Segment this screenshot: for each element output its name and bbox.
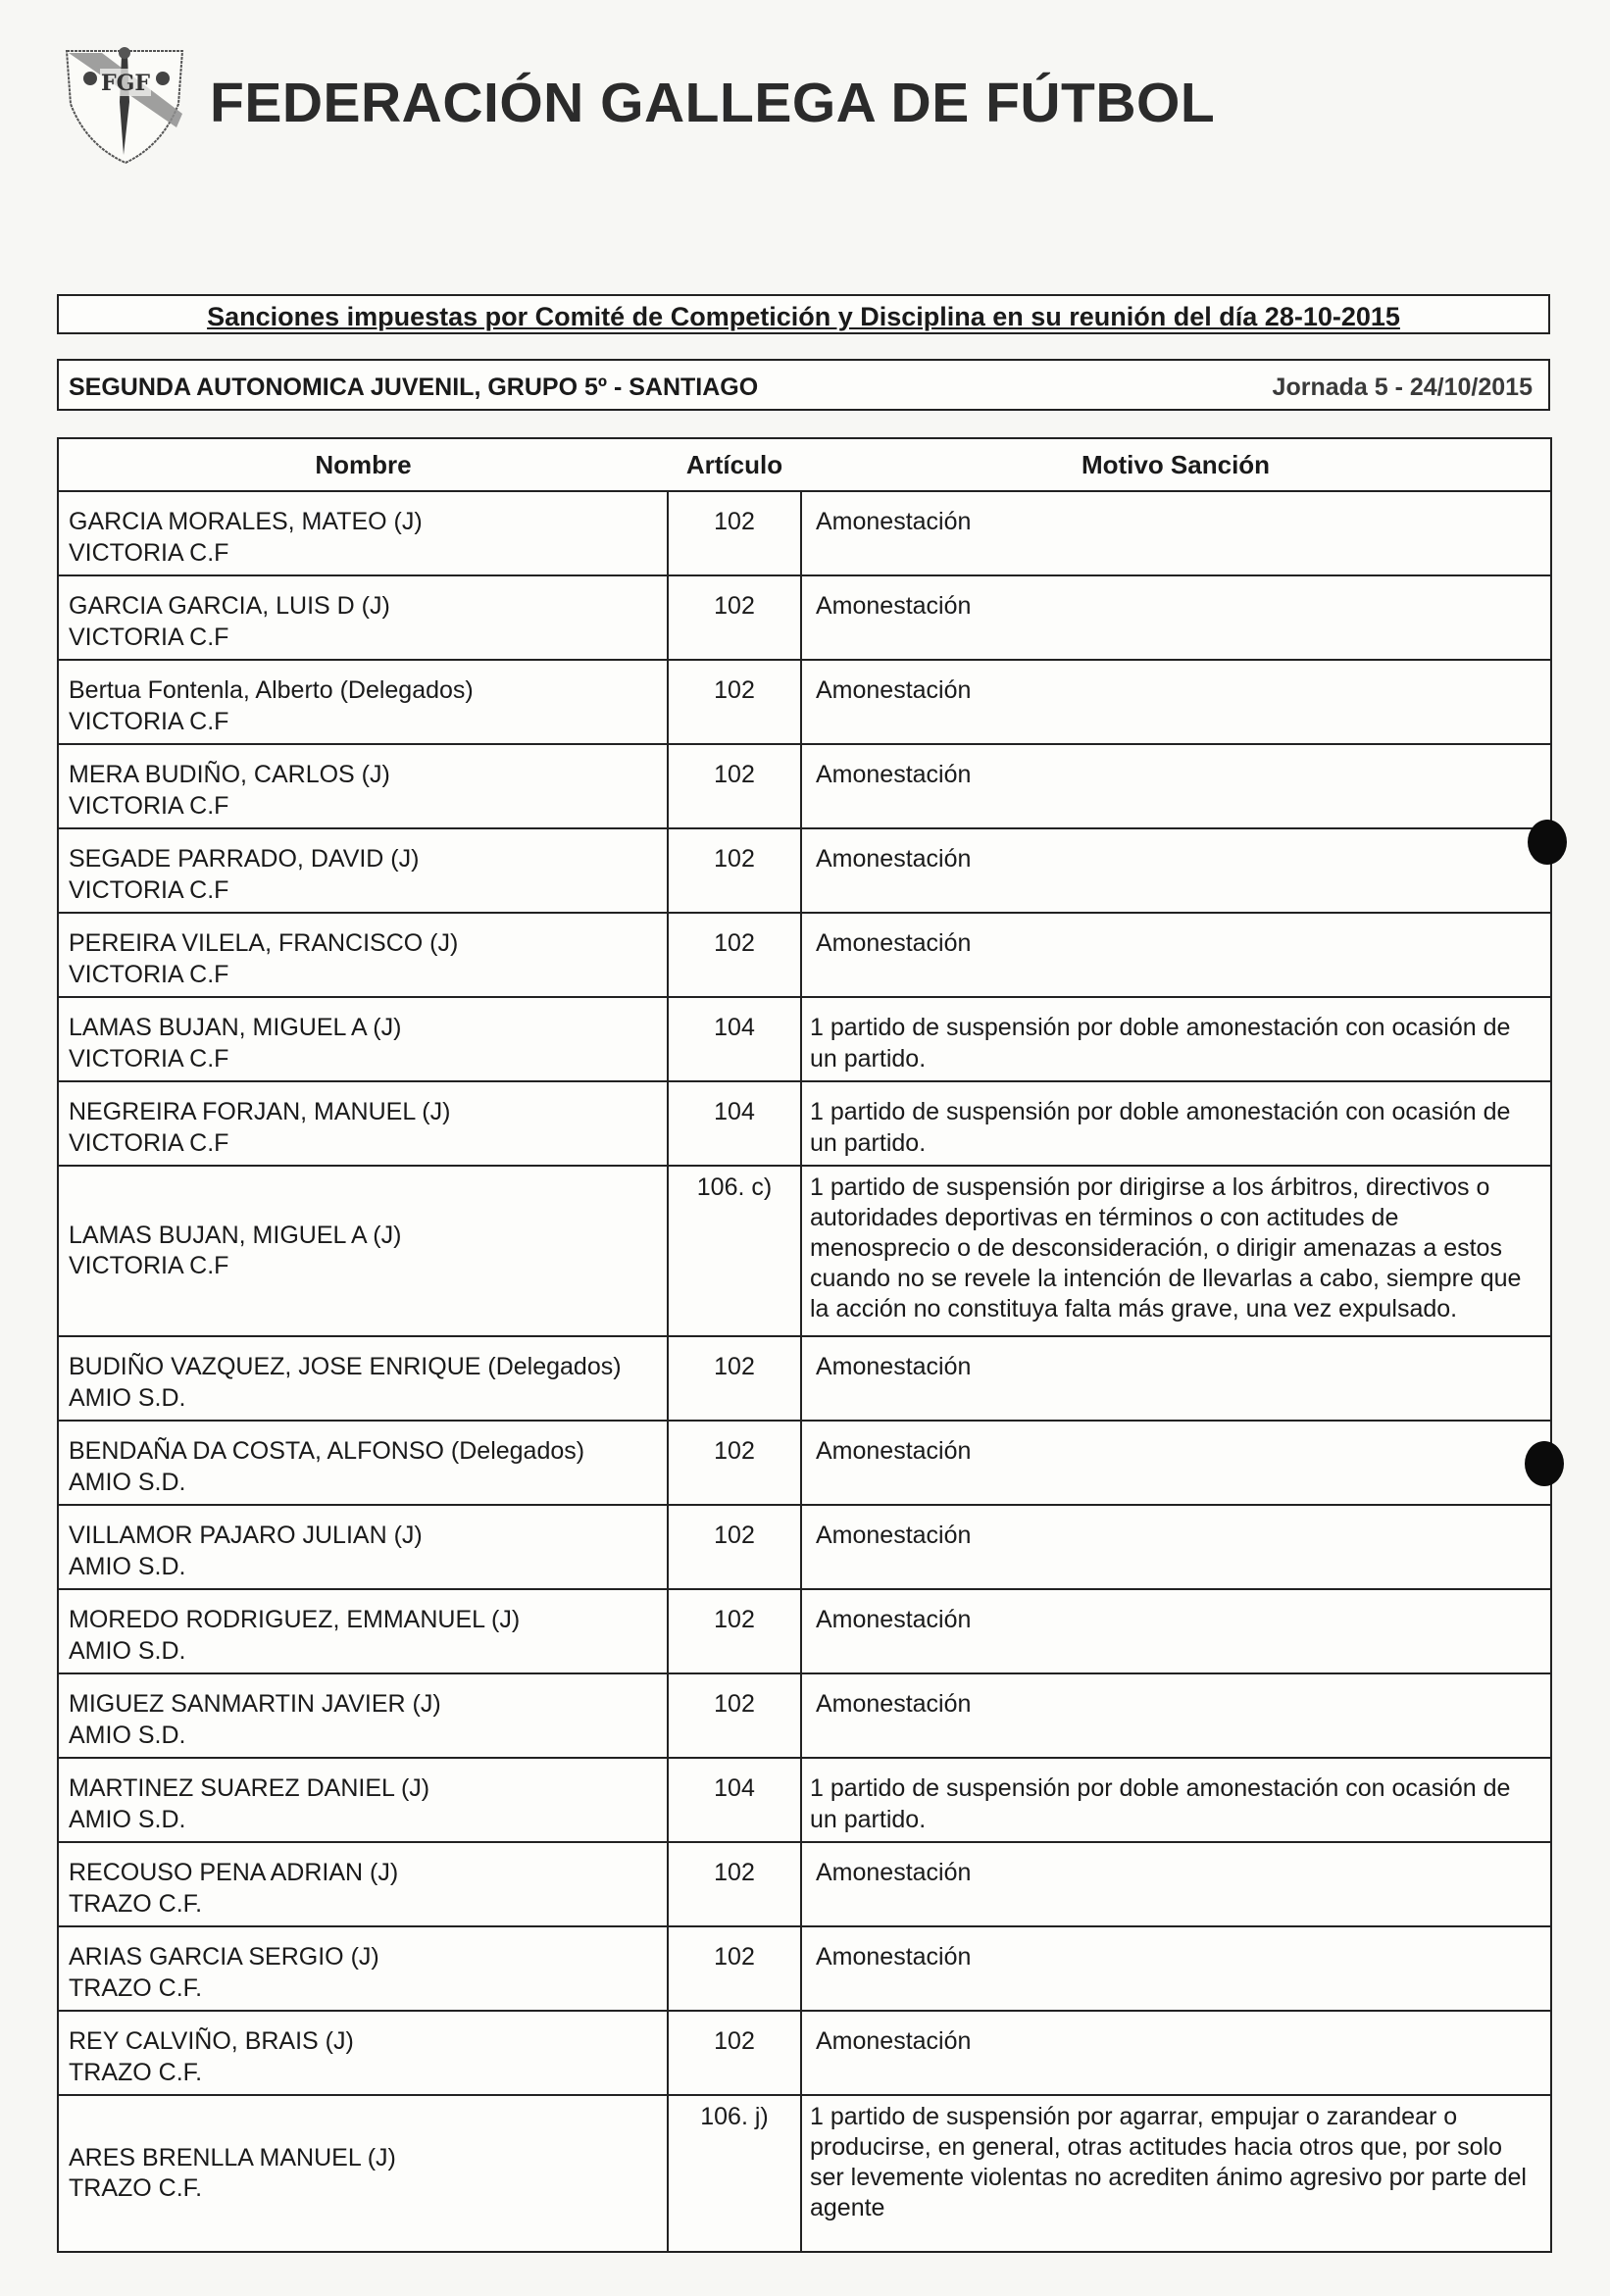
name-cell	[58, 575, 668, 660]
name-cell	[58, 1421, 668, 1505]
reason-cell	[801, 1166, 1551, 1336]
session-title: Sanciones impuestas por Comité de Competición y Disciplina en su reunión del día 28-10-2015	[207, 302, 1400, 331]
competition-name: SEGUNDA AUTONOMICA JUVENIL, GRUPO 5º - SANTIAGO	[69, 374, 759, 401]
reason-cell: Amonestación	[801, 1505, 1551, 1589]
article-cell: 104	[668, 997, 801, 1081]
player-name: MERA BUDIÑO, CARLOS (J)	[69, 761, 390, 788]
team-name: VICTORIA C.F	[69, 708, 229, 735]
table-row	[58, 1589, 1551, 1673]
article-cell: 102	[668, 1926, 801, 2011]
article-cell: 102	[668, 1505, 801, 1589]
article-cell: 106. j)	[668, 2095, 801, 2252]
reason-cell	[801, 997, 1551, 1081]
reason-text: 1 partido de suspensión por dirigirse a los árbitros, directivos o autoridades deportivas en términos o con actitudes de menosprecio o de desconsideración, o dirigir amenazas a estos cuando no se revele la intención de llevarlas a cabo, siempre que la acción no constituya falta más grave, una vez expulsado.	[810, 1173, 1522, 1323]
player-name: MARTINEZ SUAREZ DANIEL (J)	[69, 1774, 430, 1802]
name-cell	[58, 1842, 668, 1926]
reason-text: 1 partido de suspensión por agarrar, empujar o zarandear o producirse, en general, otras actitudes hacia otros que, por solo ser levemente violentas no acrediten ánimo agresivo por parte del agente	[810, 2103, 1527, 2221]
team-name: TRAZO C.F.	[69, 1890, 203, 1918]
player-name: Bertua Fontenla, Alberto (Delegados)	[69, 676, 474, 704]
team-name: VICTORIA C.F	[69, 1252, 229, 1279]
article-cell: 102	[668, 2011, 801, 2095]
table-row	[58, 913, 1551, 997]
team-name: VICTORIA C.F	[69, 961, 229, 988]
table-header-row	[58, 438, 1551, 491]
player-name: NEGREIRA FORJAN, MANUEL (J)	[69, 1098, 451, 1125]
reason-cell	[801, 1758, 1551, 1842]
name-cell	[58, 2011, 668, 2095]
matchday-label: Jornada 5 - 24/10/2015	[1272, 374, 1533, 401]
fgf-shield-logo-icon	[61, 43, 188, 165]
name-cell	[58, 1166, 668, 1336]
column-header-reason: Motivo Sanción	[801, 438, 1551, 491]
player-name: VILLAMOR PAJARO JULIAN (J)	[69, 1522, 423, 1549]
article-cell: 102	[668, 1421, 801, 1505]
player-name: MOREDO RODRIGUEZ, EMMANUEL (J)	[69, 1606, 521, 1633]
svg-text:FGF: FGF	[100, 71, 151, 96]
article-cell: 102	[668, 744, 801, 828]
article-cell: 102	[668, 660, 801, 744]
team-name: VICTORIA C.F	[69, 539, 229, 567]
article-cell: 102	[668, 1589, 801, 1673]
team-name: TRAZO C.F.	[69, 1974, 203, 2002]
team-name: VICTORIA C.F	[69, 792, 229, 820]
table-row	[58, 491, 1551, 575]
name-cell	[58, 660, 668, 744]
reason-cell	[801, 1081, 1551, 1166]
table-row	[58, 1758, 1551, 1842]
article-cell: 102	[668, 1673, 801, 1758]
column-header-article: Artículo	[668, 438, 801, 491]
player-name: RECOUSO PENA ADRIAN (J)	[69, 1859, 399, 1886]
table-row	[58, 1926, 1551, 2011]
table-row	[58, 2095, 1551, 2252]
name-cell	[58, 997, 668, 1081]
name-cell	[58, 1673, 668, 1758]
reason-cell: Amonestación	[801, 1589, 1551, 1673]
reason-cell: Amonestación	[801, 1926, 1551, 2011]
table-row	[58, 2011, 1551, 2095]
article-cell: 106. c)	[668, 1166, 801, 1336]
team-name: AMIO S.D.	[69, 1722, 186, 1749]
table-row	[58, 1673, 1551, 1758]
reason-cell: Amonestación	[801, 2011, 1551, 2095]
article-cell: 102	[668, 1336, 801, 1421]
table-row	[58, 575, 1551, 660]
table-row	[58, 1421, 1551, 1505]
player-name: LAMAS BUJAN, MIGUEL A (J)	[69, 1014, 402, 1041]
binder-hole-icon	[1525, 1441, 1564, 1486]
reason-cell: Amonestación	[801, 828, 1551, 913]
reason-cell: Amonestación	[801, 491, 1551, 575]
name-cell	[58, 1758, 668, 1842]
name-cell	[58, 828, 668, 913]
binder-hole-icon	[1528, 820, 1567, 865]
player-name: GARCIA MORALES, MATEO (J)	[69, 508, 423, 535]
team-name: TRAZO C.F.	[69, 2174, 203, 2202]
table-row	[58, 1505, 1551, 1589]
reason-text: 1 partido de suspensión por doble amonestación con ocasión de un partido.	[810, 1098, 1511, 1157]
article-cell: 104	[668, 1081, 801, 1166]
column-header-name: Nombre	[58, 438, 668, 491]
team-name: VICTORIA C.F	[69, 624, 229, 651]
table-row	[58, 1081, 1551, 1166]
reason-text: 1 partido de suspensión por doble amonestación con ocasión de un partido.	[810, 1774, 1511, 1833]
competition-box	[57, 359, 1550, 411]
reason-cell: Amonestación	[801, 1673, 1551, 1758]
reason-cell: Amonestación	[801, 1421, 1551, 1505]
team-name: AMIO S.D.	[69, 1637, 186, 1665]
organization-title: FEDERACIÓN GALLEGA DE FÚTBOL	[210, 72, 1216, 134]
table-row	[58, 828, 1551, 913]
team-name: AMIO S.D.	[69, 1469, 186, 1496]
table-row	[58, 660, 1551, 744]
player-name: GARCIA GARCIA, LUIS D (J)	[69, 592, 390, 620]
name-cell	[58, 1336, 668, 1421]
reason-text: 1 partido de suspensión por doble amonestación con ocasión de un partido.	[810, 1014, 1511, 1073]
article-cell: 102	[668, 828, 801, 913]
player-name: BUDIÑO VAZQUEZ, JOSE ENRIQUE (Delegados)	[69, 1353, 622, 1380]
session-box	[57, 294, 1550, 334]
team-name: AMIO S.D.	[69, 1806, 186, 1833]
player-name: SEGADE PARRADO, DAVID (J)	[69, 845, 420, 873]
name-cell	[58, 1505, 668, 1589]
reason-cell	[801, 2095, 1551, 2252]
table-row	[58, 1336, 1551, 1421]
team-name: AMIO S.D.	[69, 1553, 186, 1580]
team-name: VICTORIA C.F	[69, 1045, 229, 1073]
name-cell	[58, 1081, 668, 1166]
reason-cell: Amonestación	[801, 660, 1551, 744]
article-cell: 102	[668, 913, 801, 997]
table-row	[58, 744, 1551, 828]
team-name: VICTORIA C.F	[69, 876, 229, 904]
name-cell	[58, 2095, 668, 2252]
reason-cell: Amonestación	[801, 913, 1551, 997]
player-name: LAMAS BUJAN, MIGUEL A (J)	[69, 1222, 402, 1249]
reason-cell: Amonestación	[801, 1842, 1551, 1926]
article-cell: 102	[668, 1842, 801, 1926]
name-cell	[58, 491, 668, 575]
sanctions-table	[57, 437, 1552, 2253]
reason-cell: Amonestación	[801, 575, 1551, 660]
player-name: ARIAS GARCIA SERGIO (J)	[69, 1943, 379, 1971]
player-name: ARES BRENLLA MANUEL (J)	[69, 2144, 396, 2171]
player-name: BENDAÑA DA COSTA, ALFONSO (Delegados)	[69, 1437, 585, 1465]
team-name: TRAZO C.F.	[69, 2059, 203, 2086]
reason-cell: Amonestación	[801, 744, 1551, 828]
team-name: VICTORIA C.F	[69, 1129, 229, 1157]
table-row	[58, 1166, 1551, 1336]
player-name: PEREIRA VILELA, FRANCISCO (J)	[69, 929, 459, 957]
name-cell	[58, 744, 668, 828]
article-cell: 104	[668, 1758, 801, 1842]
team-name: AMIO S.D.	[69, 1384, 186, 1412]
article-cell: 102	[668, 491, 801, 575]
article-cell: 102	[668, 575, 801, 660]
table-row	[58, 997, 1551, 1081]
reason-cell: Amonestación	[801, 1336, 1551, 1421]
name-cell	[58, 1589, 668, 1673]
table-row	[58, 1842, 1551, 1926]
name-cell	[58, 1926, 668, 2011]
player-name: MIGUEZ SANMARTIN JAVIER (J)	[69, 1690, 441, 1718]
name-cell	[58, 913, 668, 997]
player-name: REY CALVIÑO, BRAIS (J)	[69, 2027, 354, 2055]
